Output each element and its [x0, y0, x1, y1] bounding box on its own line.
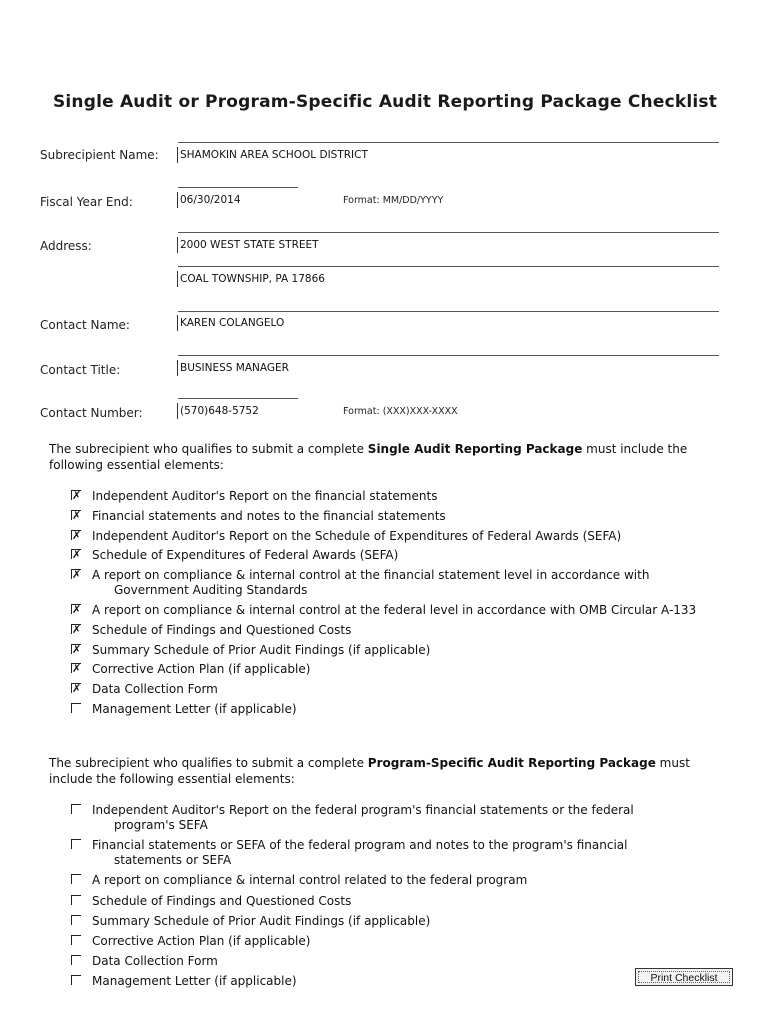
checklist-item [71, 838, 731, 868]
contact-name-underline [178, 311, 719, 312]
checklist-item [71, 873, 731, 888]
checklist-item-label: Schedule of Findings and Questioned Costs [92, 893, 352, 908]
checklist-item-label: Independent Auditor's Report on the Schedule of Expenditures of Federal Awards (SEFA) [92, 528, 622, 543]
address-label: Address: [40, 239, 92, 253]
checklist-item-label: Summary Schedule of Prior Audit Findings (if applicable) [92, 642, 431, 657]
checklist-item [71, 803, 731, 833]
address-line1-underline [178, 232, 719, 233]
single-audit-intro-pre: The subrecipient who qualifies to submit a complete [49, 442, 368, 456]
program-audit-checklist [71, 803, 731, 995]
checklist-item [71, 662, 731, 677]
subrecipient-name-field[interactable]: SHAMOKIN AREA SCHOOL DISTRICT [177, 147, 368, 163]
checklist-item [71, 974, 731, 989]
contact-name-field[interactable]: KAREN COLANGELO [177, 315, 284, 331]
checklist-item [71, 529, 731, 544]
checklist-item [71, 623, 731, 638]
checklist-item [71, 643, 731, 658]
checklist-item-label-continued: Government Auditing Standards [114, 583, 308, 598]
contact-number-label: Contact Number: [40, 406, 143, 420]
checkbox[interactable]: ✗ [72, 662, 82, 676]
contact-title-field[interactable]: BUSINESS MANAGER [177, 360, 289, 376]
checklist-item-label: A report on compliance & internal control at the federal level in accordance with OMB Circular A-133 [92, 602, 697, 617]
checkbox[interactable]: ✗ [72, 602, 82, 616]
checklist-item-label: Management Letter (if applicable) [92, 974, 297, 989]
checklist-item-label: Corrective Action Plan (if applicable) [92, 933, 311, 948]
checkbox[interactable] [71, 874, 81, 884]
program-audit-intro [49, 755, 729, 787]
checklist-item [71, 682, 731, 697]
checkbox[interactable]: ✗ [72, 548, 82, 562]
checklist-item [71, 548, 731, 563]
checklist-item [71, 489, 731, 504]
checkbox[interactable] [71, 804, 81, 814]
fiscal-year-end-field[interactable]: 06/30/2014 [177, 192, 241, 208]
checklist-item-label: Data Collection Form [92, 682, 218, 697]
checklist-item-label: Schedule of Expenditures of Federal Awards (SEFA) [92, 548, 399, 563]
checkbox[interactable]: ✗ [72, 508, 82, 522]
checklist-item [71, 934, 731, 949]
contact-number-format-note: Format: (XXX)XXX-XXXX [343, 406, 458, 417]
checkbox[interactable]: ✗ [72, 489, 82, 502]
checklist-item-label: Independent Auditor's Report on the financial statements [92, 489, 438, 503]
checkbox[interactable]: ✗ [72, 642, 82, 656]
address-line1-field[interactable]: 2000 WEST STATE STREET [177, 237, 319, 253]
checkbox[interactable] [71, 935, 81, 945]
checkbox[interactable]: ✗ [72, 528, 82, 542]
checkbox[interactable]: ✗ [72, 568, 82, 582]
single-audit-intro [49, 441, 729, 473]
checklist-item-label: Corrective Action Plan (if applicable) [92, 662, 311, 677]
address-line2-underline [178, 266, 719, 267]
fiscal-year-end-label: Fiscal Year End: [40, 195, 133, 209]
checklist-item [71, 894, 731, 909]
checklist-item [71, 509, 731, 524]
print-checklist-button[interactable]: Print Checklist [635, 968, 733, 986]
checklist-item [71, 914, 731, 929]
contact-title-underline [178, 355, 719, 356]
subrecipient-name-label: Subrecipient Name: [40, 148, 159, 162]
checkbox[interactable]: ✗ [72, 622, 82, 636]
single-audit-intro-bold: Single Audit Reporting Package [367, 442, 583, 456]
contact-name-label: Contact Name: [40, 318, 130, 332]
fiscal-year-end-underline [178, 187, 298, 188]
checklist-item [71, 954, 731, 969]
page-title: Single Audit or Program-Specific Audit Reporting Package Checklist [52, 92, 718, 112]
checklist-item-label: A report on compliance & internal control at the financial statement level in accordance with [92, 568, 650, 583]
program-audit-intro-pre: The subrecipient who qualifies to submit a complete [49, 756, 368, 770]
checklist-item-label: Financial statements or SEFA of the federal program and notes to the program's financial [92, 838, 628, 853]
checklist-item-label-continued: program's SEFA [114, 818, 208, 832]
checkbox[interactable] [71, 895, 81, 905]
checklist-item [71, 702, 731, 717]
contact-number-underline [178, 398, 298, 399]
checkbox[interactable]: ✗ [72, 682, 82, 696]
checklist-item-label: A report on compliance & internal control related to the federal program [92, 873, 528, 888]
checklist-item-label: Independent Auditor's Report on the federal program's financial statements or the federal [92, 803, 634, 817]
checklist-item [71, 603, 731, 618]
checkbox[interactable] [71, 839, 81, 849]
address-line2-field[interactable]: COAL TOWNSHIP, PA 17866 [177, 271, 325, 287]
checklist-item [71, 568, 731, 598]
contact-number-field[interactable]: (570)648-5752 [177, 403, 259, 419]
checkbox[interactable] [71, 915, 81, 925]
single-audit-checklist [71, 489, 731, 722]
checklist-item-label: Schedule of Findings and Questioned Costs [92, 622, 352, 637]
program-audit-intro-bold: Program-Specific Audit Reporting Package [367, 756, 656, 770]
checklist-item-label: Summary Schedule of Prior Audit Findings (if applicable) [92, 913, 431, 928]
subrecipient-name-underline [178, 142, 719, 143]
contact-title-label: Contact Title: [40, 363, 121, 377]
single-audit-intro-post: must include the following essential elements: [49, 442, 688, 472]
checklist-item-label: Data Collection Form [92, 954, 218, 969]
checkbox[interactable] [71, 955, 81, 965]
checklist-item-label-continued: statements or SEFA [114, 853, 232, 868]
checklist-item-label: Management Letter (if applicable) [92, 701, 297, 716]
checklist-item-label: Financial statements and notes to the financial statements [92, 508, 446, 523]
fiscal-year-format-note: Format: MM/DD/YYYY [343, 195, 444, 206]
checkbox[interactable] [71, 975, 81, 985]
checkbox[interactable] [71, 703, 81, 713]
program-audit-intro-post: must include the following essential elements: [49, 756, 690, 786]
